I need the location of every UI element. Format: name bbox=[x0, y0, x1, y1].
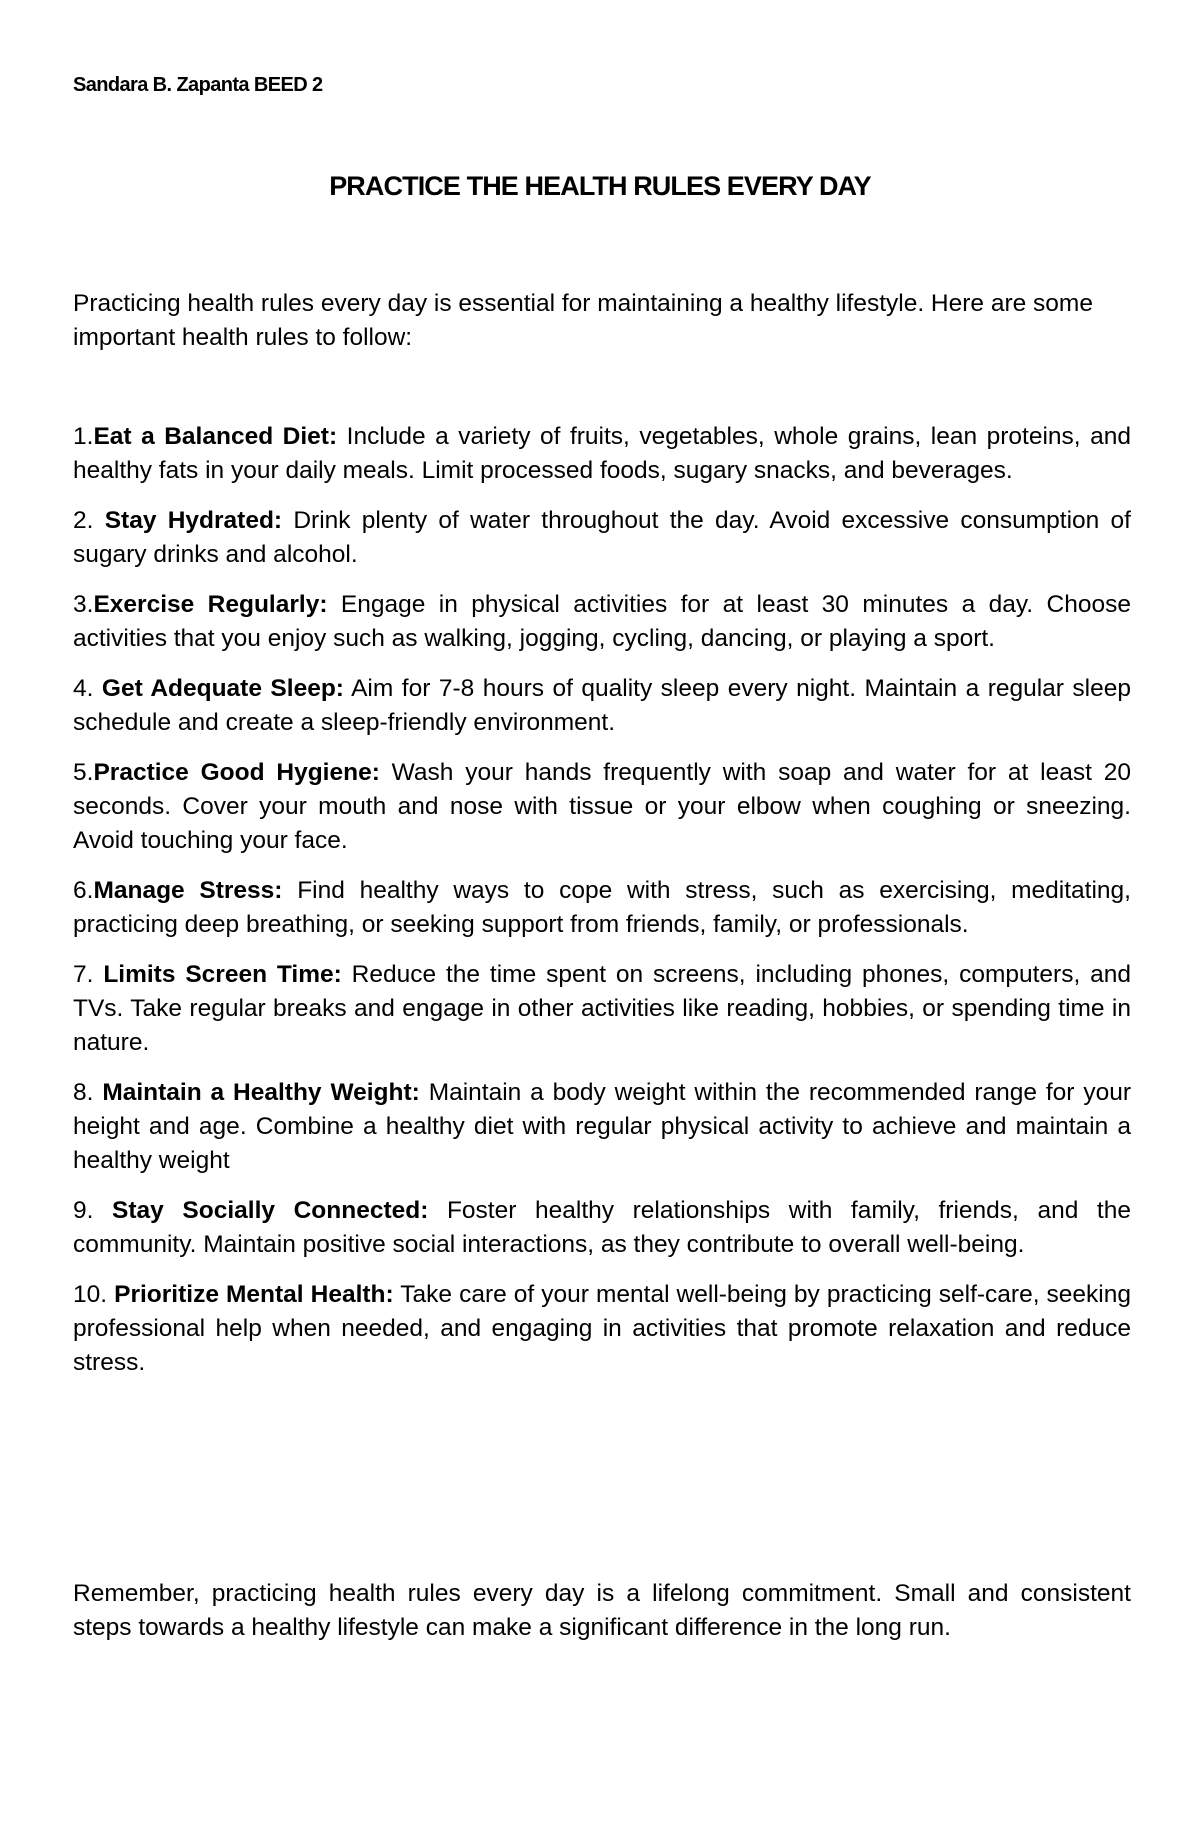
rule-item-10 bbox=[73, 1278, 1131, 1380]
health-rules-list bbox=[73, 420, 1131, 1396]
rule-label: Manage Stress: bbox=[93, 877, 283, 904]
rule-label: Maintain a Healthy Weight: bbox=[102, 1079, 420, 1106]
rule-number: 8. bbox=[73, 1079, 103, 1106]
rule-text: Wash your hands frequently with soap and water for at least 20 seconds. Cover your mouth and nose with tissue or your elbow when coughing or sneezing. Avoid touching your face. bbox=[73, 759, 1131, 854]
rule-item-2 bbox=[73, 504, 1131, 572]
rule-text: Engage in physical activities for at least 30 minutes a day. Choose activities that you enjoy such as walking, jogging, cycling, dancing, or playing a sport. bbox=[73, 591, 1131, 652]
rule-number: 10. bbox=[73, 1281, 115, 1308]
rule-label: Practice Good Hygiene: bbox=[93, 759, 380, 786]
rule-number: 3. bbox=[73, 591, 94, 618]
rule-item-3 bbox=[73, 588, 1131, 656]
rule-text: Take care of your mental well-being by practicing self-care, seeking professional help when needed, and engaging in activities that promote relaxation and reduce stress. bbox=[73, 1281, 1131, 1376]
author-line: Sandara B. Zapanta BEED 2 bbox=[73, 74, 323, 96]
rule-label: Limits Screen Time: bbox=[103, 961, 342, 988]
rule-text: Drink plenty of water throughout the day. Avoid excessive consumption of sugary drinks and alcohol. bbox=[73, 507, 1131, 568]
rule-label: Stay Socially Connected: bbox=[112, 1197, 429, 1224]
rule-text: Maintain a body weight within the recommended range for your height and age. Combine a healthy diet with regular physical activity to achieve and maintain a healthy weight bbox=[73, 1079, 1131, 1174]
rule-item-4 bbox=[73, 672, 1131, 740]
rule-label: Eat a Balanced Diet: bbox=[93, 423, 338, 450]
rule-text: Reduce the time spent on screens, including phones, computers, and TVs. Take regular breaks and engage in other activities like reading, hobbies, or spending time in nature. bbox=[73, 961, 1131, 1056]
rule-number: 6. bbox=[73, 877, 94, 904]
rule-number: 7. bbox=[73, 961, 104, 988]
intro-paragraph: Practicing health rules every day is essential for maintaining a healthy lifestyle. Here are some important health rules to follow: bbox=[73, 290, 1093, 351]
rule-text: Aim for 7-8 hours of quality sleep every night. Maintain a regular sleep schedule and create a sleep-friendly environment. bbox=[73, 675, 1132, 736]
rule-number: 5. bbox=[73, 759, 94, 786]
rule-number: 4. bbox=[73, 675, 102, 702]
conclusion-paragraph: Remember, practicing health rules every day is a lifelong commitment. Small and consistent steps towards a healthy lifestyle can make a significant difference in the long run. bbox=[73, 1580, 1131, 1641]
rule-number: 2. bbox=[73, 507, 105, 534]
rule-item-5 bbox=[73, 756, 1131, 858]
rule-text: Find healthy ways to cope with stress, such as exercising, meditating, practicing deep breathing, or seeking support from friends, family, or professionals. bbox=[73, 877, 1131, 938]
rule-number: 1. bbox=[73, 423, 94, 450]
rule-label: Exercise Regularly: bbox=[93, 591, 328, 618]
page-title: PRACTICE THE HEALTH RULES EVERY DAY bbox=[329, 171, 871, 201]
rule-label: Get Adequate Sleep: bbox=[101, 675, 344, 702]
rule-item-7 bbox=[73, 958, 1131, 1060]
rule-item-6 bbox=[73, 874, 1131, 942]
rule-number: 9. bbox=[73, 1197, 113, 1224]
rule-label: Prioritize Mental Health: bbox=[114, 1281, 394, 1308]
rule-text: Foster healthy relationships with family, friends, and the community. Maintain positive social interactions, as they contribute to overall well-being. bbox=[73, 1197, 1131, 1258]
rule-item-1 bbox=[73, 420, 1131, 488]
rule-item-8 bbox=[73, 1076, 1131, 1178]
rule-text: Include a variety of fruits, vegetables, whole grains, lean proteins, and healthy fats in your daily meals. Limit processed foods, sugary snacks, and beverages. bbox=[73, 423, 1131, 484]
rule-label: Stay Hydrated: bbox=[104, 507, 283, 534]
rule-item-9 bbox=[73, 1194, 1131, 1262]
